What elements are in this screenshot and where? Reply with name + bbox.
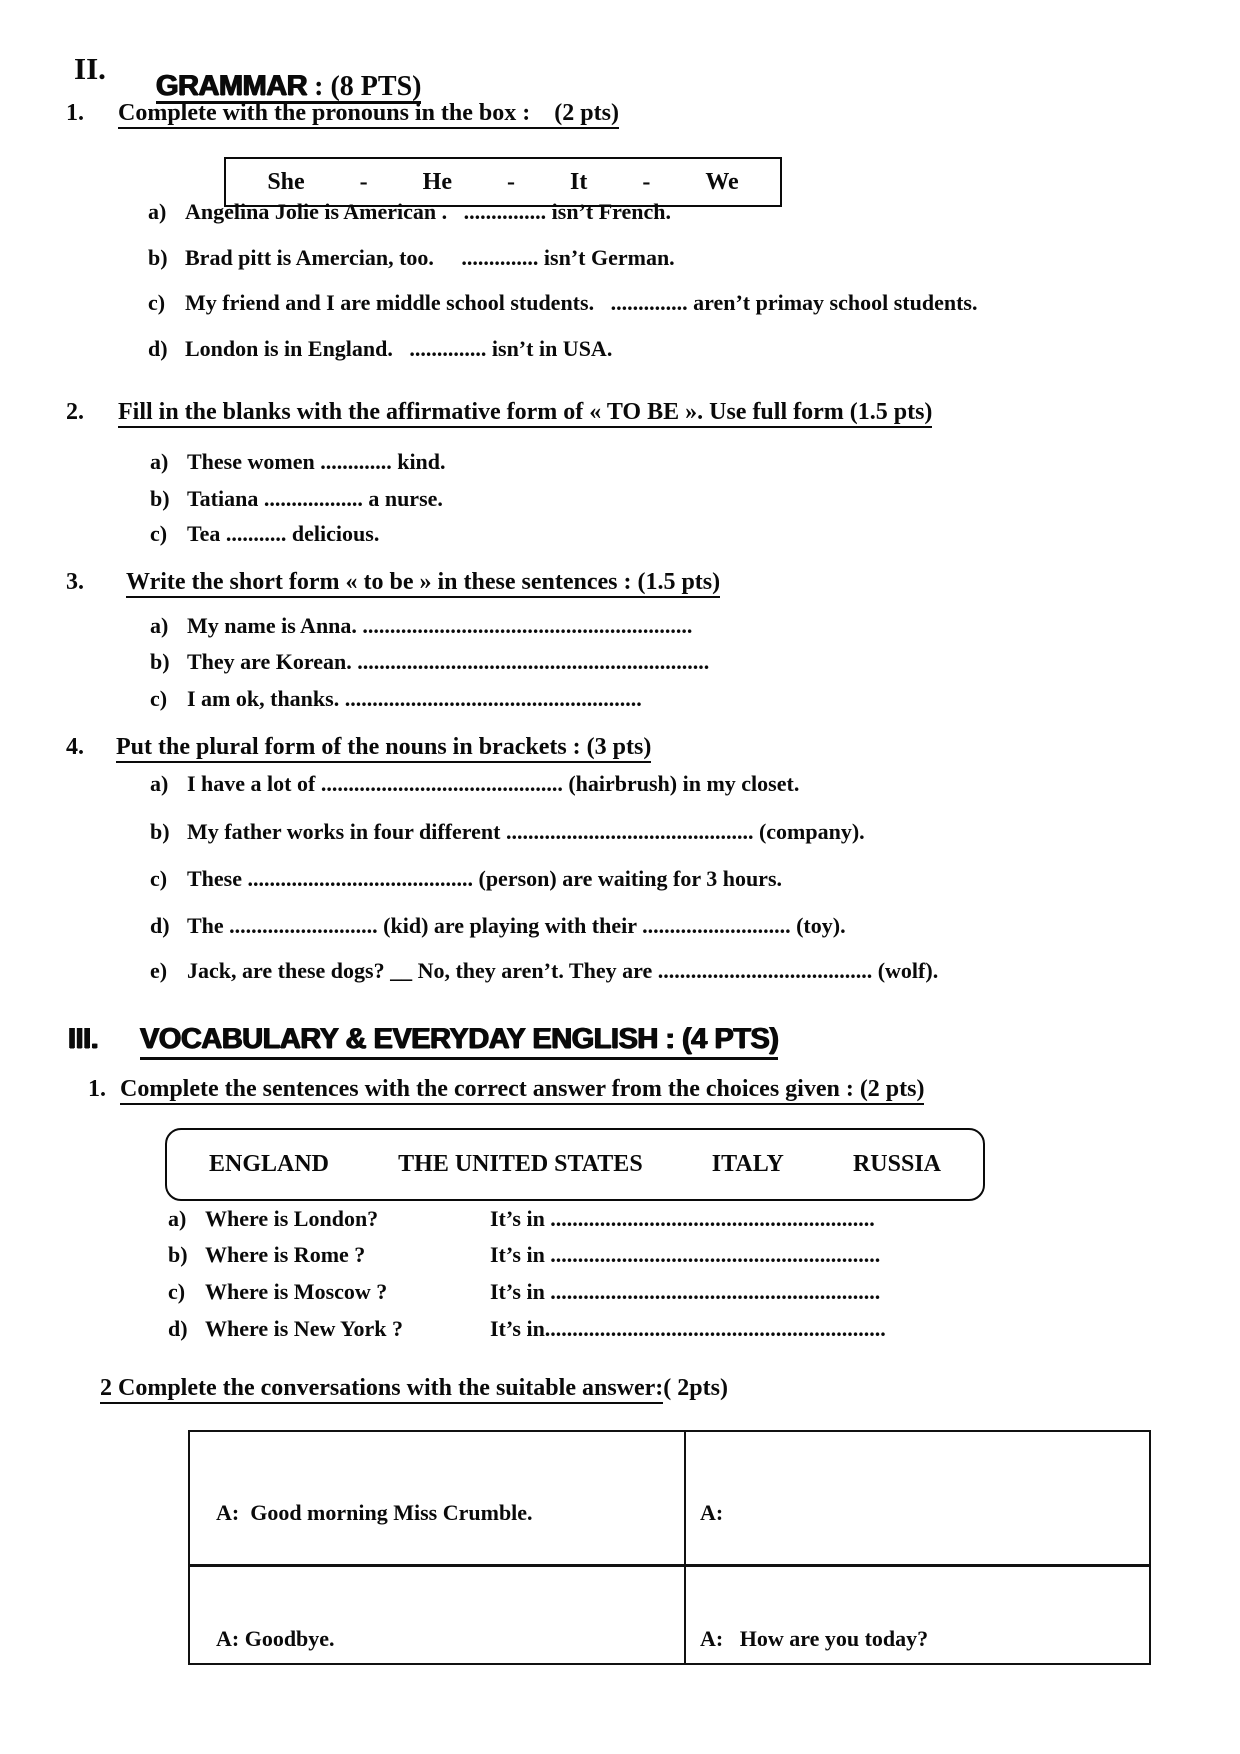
dash-separator: - (642, 168, 651, 195)
item-text: I have a lot of ............................................ (hairbrush) in my closet. (187, 771, 800, 796)
exercise-item (150, 613, 692, 639)
exercise-item (150, 486, 443, 512)
exercise-item (150, 771, 799, 797)
item-text: They are Korean. ................................................................ (187, 649, 710, 674)
grammar-points: : (8 PTS) (307, 71, 422, 103)
vocab-item (168, 1316, 886, 1342)
item-text: These women ............. kind. (187, 449, 446, 474)
item-question: Where is Rome ? (205, 1242, 366, 1267)
exercise-item (148, 290, 977, 316)
conversations-table (188, 1430, 1151, 1665)
exercise-item (150, 958, 938, 984)
table-cell: A: Good morning Miss Crumble. (190, 1432, 686, 1567)
item-label: e) (150, 958, 168, 983)
table-cell: A: How are you today? (700, 1626, 929, 1651)
grammar-section-numeral: II. (74, 51, 106, 86)
choices-box (165, 1128, 985, 1201)
table-cell: A: Goodbye. (190, 1567, 686, 1663)
vocab-item (168, 1279, 880, 1305)
item-label: b) (148, 245, 168, 270)
pronoun-box-item: We (705, 168, 739, 195)
exercise-item (150, 449, 446, 475)
item-text: Tea ........... delicious. (187, 521, 380, 546)
item-label: d) (148, 336, 168, 361)
pronoun-box-item: She (267, 168, 305, 195)
q2-number: 2. (66, 399, 84, 425)
q3-number: 3. (66, 569, 84, 595)
pronoun-box-item: He (422, 168, 452, 195)
item-text: My father works in four different ............................................. (company). (187, 819, 865, 844)
item-text: Brad pitt is Amercian, too. .............. isn’t German. (185, 245, 675, 270)
dash-separator: - (507, 168, 515, 195)
item-question: Where is London? (205, 1206, 379, 1231)
item-label: a) (150, 613, 169, 638)
item-text: I am ok, thanks. ...................................................... (187, 686, 642, 711)
item-answer: It’s in.............................................................. (490, 1316, 886, 1341)
item-text: Jack, are these dogs? __ No, they aren’t. They are ....................................... (wolf). (187, 958, 939, 983)
item-text: Angelina Jolie is American . ............... isn’t French. (185, 199, 672, 224)
item-label: c) (150, 686, 168, 711)
exercise-item (148, 245, 675, 271)
vocab-item (168, 1206, 875, 1232)
dash-separator: - (359, 168, 368, 195)
vocab-q1-number: 1. (88, 1076, 106, 1102)
item-text: My name is Anna. ............................................................ (187, 613, 693, 638)
item-label: d) (150, 913, 170, 938)
q4-heading: Put the plural form of the nouns in brackets : (3 pts) (116, 733, 651, 762)
item-answer: It’s in ............................................................ (490, 1242, 881, 1267)
vocab-section-heading (140, 1022, 778, 1057)
vocab-q2-points: ( 2pts) (663, 1375, 728, 1401)
item-answer: It’s in ........................................................... (490, 1206, 875, 1231)
grammar-title: GRAMMAR (156, 70, 308, 103)
choice-item: RUSSIA (852, 1151, 941, 1177)
item-label: d) (168, 1316, 188, 1341)
choice-item: THE UNITED STATES (398, 1151, 643, 1177)
vocab-section-numeral: III. (68, 1023, 99, 1055)
vocab-title: VOCABULARY & EVERYDAY ENGLISH : (4 PTS) (140, 1023, 778, 1060)
q4-number: 4. (66, 734, 84, 760)
choice-item: ITALY (711, 1151, 784, 1177)
q1-number: 1. (66, 100, 84, 126)
item-label: b) (150, 649, 170, 674)
exercise-item (150, 686, 642, 712)
exercise-item (150, 913, 846, 939)
item-question: Where is New York ? (205, 1316, 403, 1341)
exercise-item (148, 336, 612, 362)
exercise-item (150, 649, 709, 675)
item-text: These ......................................... (person) are waiting for 3 hours. (187, 866, 783, 891)
item-label: c) (168, 1279, 186, 1304)
item-text: My friend and I are middle school students. .............. aren’t primay school students. (185, 290, 978, 315)
exercise-item (150, 819, 865, 845)
exercise-item (150, 521, 379, 547)
item-label: c) (150, 866, 168, 891)
table-cell: A: (686, 1432, 1149, 1567)
item-label: a) (150, 771, 169, 796)
q3-heading: Write the short form « to be » in these sentences : (1.5 pts) (126, 568, 720, 597)
exercise-item (150, 866, 782, 892)
item-label: a) (148, 199, 167, 224)
item-label: a) (150, 449, 169, 474)
item-text: Tatiana .................. a nurse. (187, 486, 443, 511)
q2-heading: Fill in the blanks with the affirmative form of « TO BE ». Use full form (1.5 pts) (118, 398, 932, 427)
pronoun-box-item: It (570, 168, 588, 195)
exercise-item (148, 199, 671, 225)
item-label: c) (150, 521, 168, 546)
item-label: a) (168, 1206, 187, 1231)
q1-heading: Complete with the pronouns in the box : (2 pts) (118, 99, 619, 128)
vocab-q2-heading: 2 Complete the conversations with the suitable answer:( 2pts) (100, 1374, 728, 1403)
item-label: b) (150, 486, 170, 511)
vocab-item (168, 1242, 880, 1268)
item-text: London is in England. .............. isn’t in USA. (185, 336, 613, 361)
choice-item: ENGLAND (209, 1151, 330, 1177)
item-label: b) (168, 1242, 188, 1267)
item-label: c) (148, 290, 166, 315)
item-question: Where is Moscow ? (205, 1279, 388, 1304)
vocab-q1-heading: Complete the sentences with the correct answer from the choices given : (2 pts) (120, 1075, 924, 1104)
item-label: b) (150, 819, 170, 844)
item-answer: It’s in ............................................................ (490, 1279, 881, 1304)
item-text: The ........................... (kid) are playing with their ........................... (toy). (187, 913, 846, 938)
